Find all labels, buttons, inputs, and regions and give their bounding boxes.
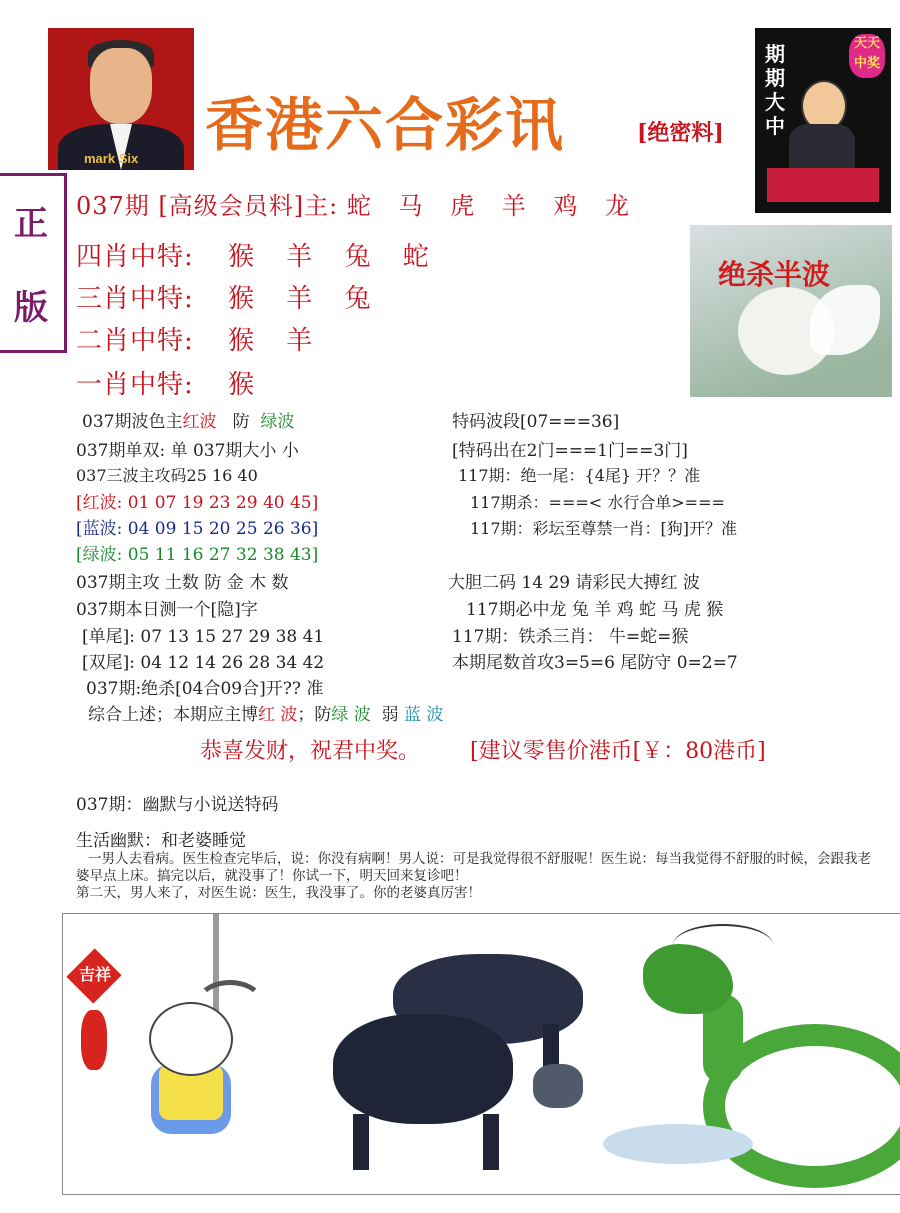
cartoon-text: 期期大中	[765, 42, 785, 138]
title-tag: [绝密料]	[637, 120, 724, 146]
tier-three	[76, 278, 383, 315]
tier-label: 三肖中特:	[76, 284, 194, 314]
blue-wave-line: [蓝波: 04 09 15 20 25 26 36]	[76, 519, 319, 539]
tier-four	[76, 236, 441, 273]
humor-heading: 037期：幽默与小说送特码	[76, 795, 279, 815]
story-paragraph: 一男人去看病。医生检查完毕后，说：你没有病啊！男人说：可是我觉得很不舒服呢！医生说：每当我觉得不舒服的时候，会跟我老婆早点上床。搞完以后，就没事了！你试一下，明天回来复诊吧！ 第二天，男人来了，对医生说：医生，我没事了。你的老婆真厉害！	[76, 851, 871, 901]
summary-line: 综合上述；本期应主博红 波；防绿 波 弱 蓝 波	[88, 705, 444, 725]
cartoon-image	[755, 28, 891, 213]
kill-image-label: 绝杀半波	[718, 258, 831, 291]
kill-element-line: 117期杀：===< 水行合单>===	[470, 493, 725, 512]
tail-attack-line: 本期尾数首攻3=5=6 尾防守 0=2=7	[452, 653, 738, 673]
portrait-photo	[48, 28, 194, 170]
tier-value: 猴 羊 兔 蛇	[228, 242, 441, 272]
green-wave-line: [绿波: 05 11 16 27 32 38 43]	[76, 545, 319, 565]
must-dragon-line: 117期必中龙 兔 羊 鸡 蛇 马 虎 猴	[466, 600, 724, 620]
zodiac-gallery	[62, 913, 900, 1195]
main-line	[76, 186, 639, 221]
cartoon-bubble: 天天中奖	[849, 34, 885, 78]
edition-badge	[0, 173, 67, 353]
red-wave-line: [红波: 01 07 19 23 29 40 45]	[76, 493, 319, 513]
tier-label: 四肖中特:	[76, 242, 194, 272]
tier-label: 一肖中特:	[76, 370, 194, 400]
tier-one	[76, 364, 267, 401]
kill-half-wave-image	[690, 225, 892, 397]
tier-value: 猴	[228, 370, 267, 400]
wave-color-line: 037期波色主红波 防 绿波	[82, 412, 295, 432]
kill-three-line: 117期：铁杀三肖： 牛=蛇=猴	[452, 627, 689, 647]
three-wave-line: 037三波主攻码25 16 40	[76, 466, 258, 485]
bold-two-line: 大胆二码 14 29 请彩民大搏红 波	[448, 573, 700, 593]
tail-line: 117期：绝一尾：{4尾} 开？？准	[458, 466, 701, 485]
hidden-char-line: 037期本日测一个[隐]字	[76, 600, 258, 620]
humor-subheading: 生活幽默：和老婆睡觉	[76, 831, 246, 851]
door-line: [特码出在2门===1门==3门]	[452, 441, 688, 461]
single-tail-line: [单尾]: 07 13 15 27 29 38 41	[82, 627, 325, 647]
price-text: [建议零售价港币[￥：80港币]	[470, 739, 766, 764]
main-line-prefix: 037期 [高级会员料]主:	[76, 192, 339, 220]
page-title: 香港六合彩讯	[205, 91, 566, 159]
mark-six-logo: mark Six	[84, 151, 139, 166]
badge-char-1: 正	[14, 204, 48, 244]
tier-value: 猴 羊	[228, 326, 325, 356]
double-tail-line: [双尾]: 04 12 14 26 28 34 42	[82, 653, 325, 673]
wave-segment-line: 特码波段[07===36]	[452, 412, 620, 432]
kill-combo-line: 037期:绝杀[04合09合]开?? 准	[86, 679, 324, 699]
congrats-text: 恭喜发财，祝君中奖。	[200, 739, 421, 764]
forum-line: 117期：彩坛至尊禁一肖：[狗]开？准	[470, 519, 738, 538]
badge-char-2: 版	[14, 288, 48, 328]
main-line-zodiacs: 蛇 马 虎 羊 鸡 龙	[346, 192, 640, 220]
tier-value: 猴 羊 兔	[228, 284, 383, 314]
humor-story	[76, 851, 876, 902]
dragon-illustration	[63, 914, 900, 1194]
main-attack-line: 037期主攻 土数 防 金 木 数	[76, 573, 289, 593]
tier-two	[76, 320, 325, 357]
tier-label: 二肖中特:	[76, 326, 194, 356]
odd-even-line: 037期单双: 单 037期大小 小	[76, 441, 299, 461]
goat-label: 吉祥	[79, 965, 112, 984]
